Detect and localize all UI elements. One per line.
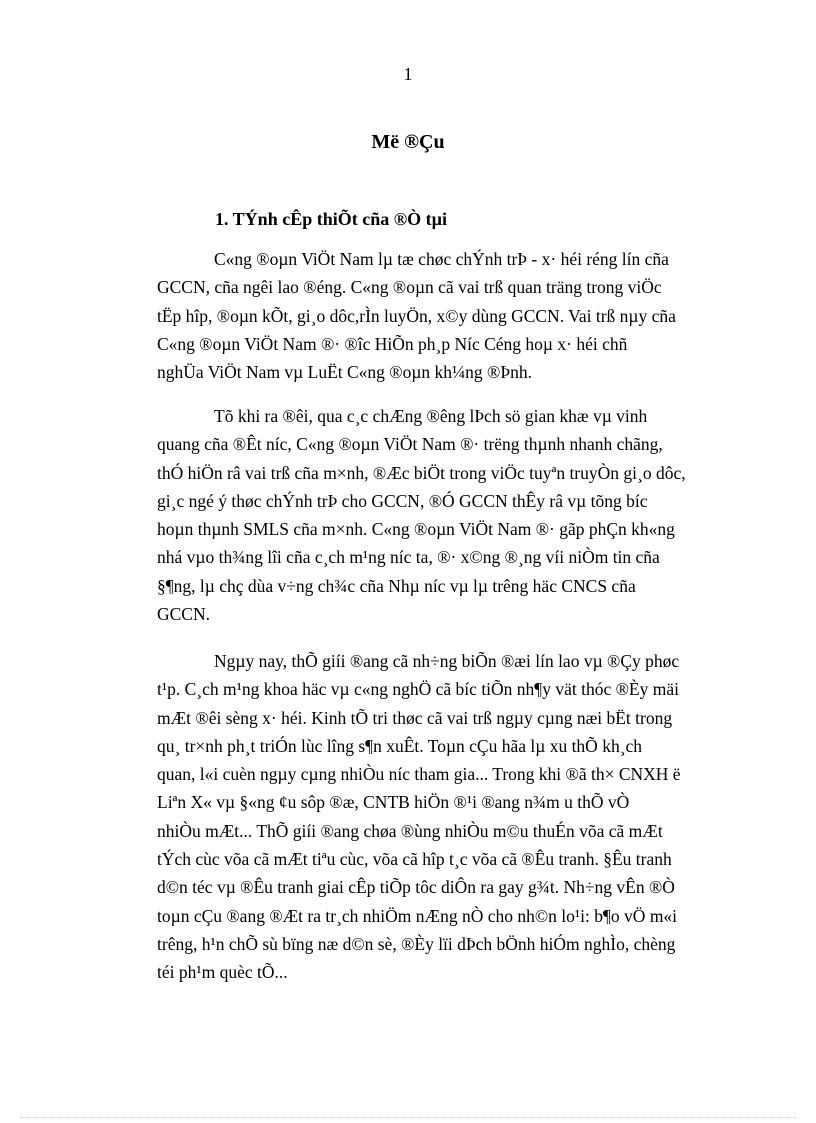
paragraph-line: tÝch cùc võa cã mÆt tiªu cùc, võa cã hîp t¸c võa cã ®Êu tranh. §Êu tranh <box>157 849 672 870</box>
paragraph-1 <box>157 245 739 386</box>
page-number: 1 <box>403 64 413 84</box>
paragraph-line: nghÜa ViÖt Nam vµ LuËt C«ng ®oµn kh¼ng ®Þnh. <box>157 362 532 383</box>
paragraph-line: Ngµy nay, thÕ giíi ®ang cã nh÷ng biÕn ®æi lín lao vµ ®Çy phøc <box>214 651 680 671</box>
paragraph-line: téi ph¹m quèc tÕ... <box>157 962 288 983</box>
paragraph-line: trêng, h¹n chÕ sù bïng næ d©n sè, ®Èy lïi dÞch bÖnh hiÓm nghÌo, chèng <box>157 933 676 954</box>
paragraph-line: §¶ng, lµ chç dùa v÷ng ch¾c cña Nhµ níc vµ lµ trêng häc CNCS cña <box>157 575 636 596</box>
paragraph-line: C«ng ®oµn ViÖt Nam lµ tæ chøc chÝnh trÞ - x· héi réng lín cña <box>214 249 669 269</box>
paragraph-line: Liªn X« vµ §«ng ¢u sôp ®æ, CNTB hiÖn ®¹i ®ang n¾m u thÕ vÒ <box>157 792 630 813</box>
paragraph-line: nhiÒu mÆt... ThÕ giíi ®ang chøa ®ùng nhiÒu m©u thuÉn võa cã mÆt <box>157 820 663 841</box>
paragraph-line: quan, l«i cuèn ngµy cµng nhiÒu níc tham gia... Trong khi ®ã th× CNXH ë <box>157 764 681 785</box>
paragraph-line: d©n téc vµ ®Êu tranh giai cÊp tiÕp tôc diÔn ra gay g¾t. Nh÷ng vÊn ®Ò <box>157 877 675 898</box>
paragraph-line: GCCN, cña ngêi lao ®éng. C«ng ®oµn cã vai trß quan träng trong viÖc <box>157 277 662 298</box>
paragraph-line: Tõ khi ra ®êi, qua c¸c chÆng ®êng lÞch sö gian khæ vµ vinh <box>214 406 648 426</box>
paragraph-line: C«ng ®oµn ViÖt Nam ®· ®îc HiÕn ph¸p Níc Céng hoµ x· héi chñ <box>157 333 628 354</box>
document-title: Më ®Çu <box>371 131 445 153</box>
paragraph-line: qu¸ tr×nh ph¸t triÓn lùc lîng s¶n xuÊt. Toµn cÇu hãa lµ xu thÕ kh¸ch <box>157 735 643 756</box>
paragraph-line: t¹p. C¸ch m¹ng khoa häc vµ c«ng nghÖ cã bíc tiÕn nh¶y vät thóc ®Èy mäi <box>157 679 679 700</box>
paragraph-line: toµn cÇu ®ang ®Æt ra tr¸ch nhiÖm nÆng nÒ cho nh©n lo¹i: b¶o vÖ m«i <box>157 905 678 926</box>
paragraph-3 <box>157 647 739 987</box>
section-heading: 1. TÝnh cÊp thiÕt cña ®Ò tµi <box>215 209 448 229</box>
paragraph-line: gi¸c ngé ý thøc chÝnh trÞ cho GCCN, ®Ó GCCN thÊy râ vµ tõng bíc <box>157 490 648 511</box>
paragraph-line: quang cña ®Êt níc, C«ng ®oµn ViÖt Nam ®· trëng thµnh nhanh chãng, <box>157 434 663 455</box>
paragraph-line: mÆt ®êi sèng x· héi. Kinh tÕ tri thøc cã vai trß ngµy cµng næi bËt trong <box>157 707 673 728</box>
paragraph-line: tËp hîp, ®oµn kÕt, gi¸o dôc,rÌn luyÖn, x©y dùng GCCN. Vai trß nµy cña <box>157 305 676 326</box>
paragraph-line: hoµn thµnh SMLS cña m×nh. C«ng ®oµn ViÖt Nam ®· gãp phÇn kh«ng <box>157 519 675 540</box>
page-bottom-rule <box>20 1117 796 1118</box>
paragraph-line: thÓ hiÖn râ vai trß cña m×nh, ®Æc biÖt trong viÖc tuyªn truyÒn gi¸o dôc, <box>157 462 686 483</box>
paragraph-line: nhá vµo th¾ng lîi cña c¸ch m¹ng níc ta, ®· x©ng ®¸ng víi niÒm tin cña <box>157 547 660 568</box>
paragraph-line: GCCN. <box>157 604 210 625</box>
paragraph-2 <box>157 402 739 628</box>
